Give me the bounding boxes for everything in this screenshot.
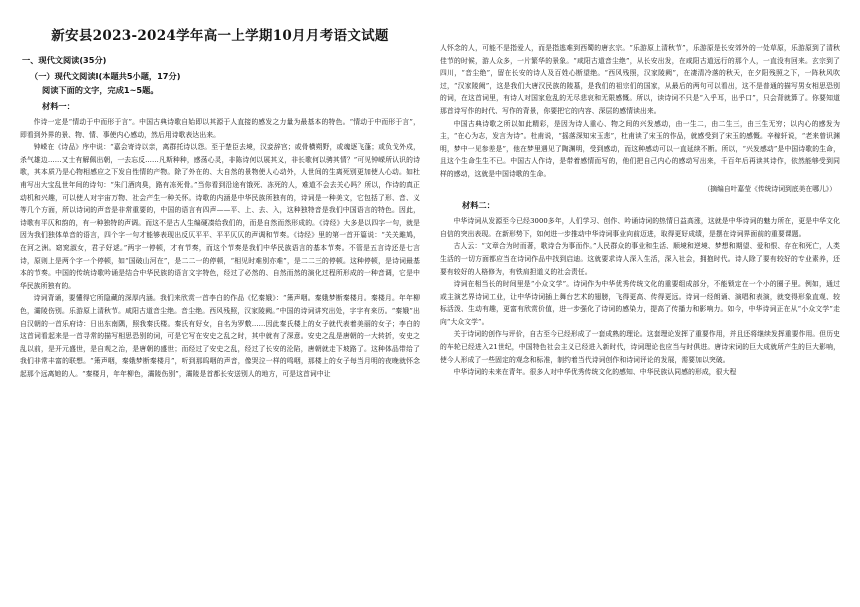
- material-one-label: 材料一：: [42, 101, 75, 111]
- paragraph: 古人云：“文章合为时而著，歌诗合为事而作。”人民群众的事业和生活、顺境和逆境、梦想和期望、爱和恨、存在和死亡，人类生活的一切方面都应当在诗词作品中找到启迪。这就要求诗人深入生活，深入社会，拥抱时代。诗人除了要有较好的专业素养，还要有较好的人格修为，有铁肩担道义的社会责任。: [440, 242, 840, 276]
- material-two-label: 材料二：: [462, 200, 495, 211]
- paragraph: 诗词在相当长的时间里是“小众文学”。诗词作为中华优秀传统文化的重要组成部分，不能锁定在一个小的圈子里。例如，通过或主演艺界诗词工业，让中华诗词插上舞台艺术的翅膀，飞得更高、传得更远。诗词一经朗诵、演唱和表演，就变得形象直观、较标活泼、生动有趣，更富有欣赏价值，进一步强化了诗词的感染力，提高了传播力和影响力。如今，中华诗词正在从“小众文学”走向“大众文学”。: [440, 280, 840, 326]
- paragraph: 中国古典诗歌之所以如此精彩，是因为诗人重心、物之间的兴发感动，由一生二，由二生三，由三生无穷；以内心的感发为主，“在心为志，发言为诗”。杜甫说，“摇落深知宋玉悲”，杜甫读了宋玉的作品，就感受到了宋玉的感慨。辛稼轩说，“老来曾识渊明，梦中一见参差是”，他在梦里遇见了陶渊明，受到感动，而这种感动可以一直延续不断。所以，“兴发感动”是中国诗歌的生命，且这个生命生生不已。中国古人作诗，是带着感情而写的，他们把自己内心的感动写出来，千百年后再读其诗作，依然能够受到同样的感动，这就是中国诗歌的生命。: [440, 119, 840, 178]
- exam-title: 新安县2023-2024学年高一上学期10月月考语文试题: [51, 28, 389, 44]
- paragraph: 中华诗词从发源至今已经3000多年，人们学习、创作、吟诵诗词的热情日益高涨，这就是中华诗词的魅力所在，更是中华文化自信的突出表现。在新形势下，如何进一步推动中华诗词事业向前迈进，取得更好成绩，是摆在诗词界面前的重要课题。: [440, 217, 840, 238]
- section-heading: 一、现代文阅读(35分): [22, 55, 107, 65]
- paragraph: 人怀念的人，可能不是指爱人，而是指逃难到西蜀的唐玄宗。“乐游原上清秋节”，乐游原是长安郊外的一处草原，乐游原到了清秋佳节的时候，游人众多，一片繁华的景象。“咸阳古道音尘绝”，从长安出发，在咸阳古道远行的那个人，一直没有回来。玄宗到了四川，“音尘绝”，留在长安的诗人及百姓心断望绝。“西风残照，汉家陵阙”，在凄清冷落的秋天，在夕阳残照之下，一阵秋风吹过，“汉家陵阙”，这是我们大唐汉民族的陵墓，是我们的祖宗们的国家，从最后的两句可以看出，这不是普通的描写男女相思恐别的词，在这首词里，有诗人对国家危乱的无尽悲哀和无限感慨。所以，读诗词不只是“入乎耳，出乎口”，只会背就算了。你要知道那首诗写作的时代、写作的背景，你要把它的内容、深层的感情读出来。: [440, 44, 840, 115]
- subsection-heading: （一）现代文阅读Ⅰ(本题共5小题，17分): [30, 71, 181, 81]
- paragraph: 诗词背诵，要懂得它所隐藏的深厚内涵。我们来欣赏一首李白的作品《忆秦娥》：“箫声咽。秦娥梦断秦楼月。秦楼月。年年柳色，灞陵伤别。乐游原上清秋节。咸阳古道音尘绝。音尘绝。西风残照，汉家陵阙。”中国的诗词讲究出处，字字有来历。“秦娥”出自汉朝的一首乐府诗：日出东南隅，照我秦氏楼。秦氏有好女，自名为罗敷……因此秦氏楼上的女子就代表着美丽的女子；李白的这首词看起来是一首寻常的描写相思恐别的词，可是它写在安史之乱之时，其中就有了深意。安史之乱是唐朝的一大转折，安史之乱以前，是开元盛世，是自观之治，是唐朝的盛世；而经过了安史之乱，经过了长安的沦陷，唐朝就走下坡路了。这种体品带给了我们非常丰富的联想。“箫声咽，秦娥梦断秦楼月”，听到那呜咽的声音，像哭泣一样的鸣咽，那楼上的女子每当月明的夜晚就怀念起那个远离她的人。“秦楼月，年年柳色，灞陵伤别”，灞陵是首都长安送别人的地方，可是这首词中让: [20, 294, 420, 378]
- paragraph: 中华诗词的未来在青年。很多人对中华优秀传统文化的感知、中华民族认同感的形成，很大程: [453, 368, 737, 377]
- reading-instruction: 阅读下面的文字，完成1~5题。: [42, 85, 159, 95]
- paragraph: 作诗一定是“情动于中而形于言”。中国古典诗歌自始即以其源于人直接的感发之力量为最基本的特色。“情动于中而形于言”，即看到外界的景、物、情、事使内心感动，然后用诗歌表达出来。: [20, 118, 420, 139]
- paragraph: 关于诗词的创作与评价，自古至今已经形成了一套成熟的理论。这套理论发挥了重要作用，并且还将继续发挥重要作用。但历史的车轮已经进入21世纪，中国特色社会主义已经进入新时代，诗词理论也应当与时俱进。唐诗宋词的巨大成就所产生的巨大影响，使今人形成了一些固定的观念和标准，制约着当代诗词创作和诗词评论的发展，需要加以突破。: [440, 330, 840, 364]
- paragraph: 钟嵘在《诗品》序中说：“嘉会寄诗以亲，离群托诗以怨。至于楚臣去境，汉妾辞宫；或骨横朔野，或魂逐飞蓬；或负戈外戍，杀气雄边……又士有解佩出朝，一去忘反……凡斯种种，感荡心灵，非陈诗何以展其义，非长歌何以骋其情？”可见钟嵘所认识的诗歌，其本质乃是心物相感应之下发自性情的产物。除了外在的、大自然的景物使人心动外，人世间的生离死别更加使人心动。如杜甫写出大宝乱世年间的诗句：“朱门酒肉臭，路有冻死骨。”当你看到沿途有饿死、冻死的人，难道不会去关心吗？所以，作诗的真正动机和兴趣，可以使人对宇宙万物、社会产生一种关怀。诗歌的内涵是中华民族所独有的，诗词是一种美文，它包括了形、音、义等几个方面，所以诗词的声音是非常重要的，中国的语言有四声——平、上、去、入，这种独特音是我们中国语言的特色。因此，诗歌有平仄和韵的，有一种独特的声调。而这不是古人生编硬凑给我们的，而是自然而然形成的。《诗经》大多是以四字一句，就是因为我们独体单音的语言，四个字一句才能够表现出反仄平平、平平仄仄的声调和节奏。《诗经》里的第一首开篇说：“关关雎鸠，在河之洲。窈窕淑女，君子好逑。”两字一停顿，才有节奏，而这个节奏是我们中华民族语言的基本节奏。不管是五言诗还是七言诗，原则上是两个字一个停顿，如“国破山河在”，是二二一的停顿，“相见时难别亦难”，是二二三的停顿。这种停顿，是诗词最基本的节奏。中国的传统诗歌吟诵是结合中华民族的语言文字特色，经过了必然的、自然而然的演化过程所形成的一种音调，它是中华民族所独有的。: [20, 143, 420, 290]
- left-column: [20, 0, 420, 380]
- right-column: [440, 0, 840, 379]
- source-citation: （摘编自叶嘉莹《传统诗词到底美在哪儿》）: [703, 184, 836, 193]
